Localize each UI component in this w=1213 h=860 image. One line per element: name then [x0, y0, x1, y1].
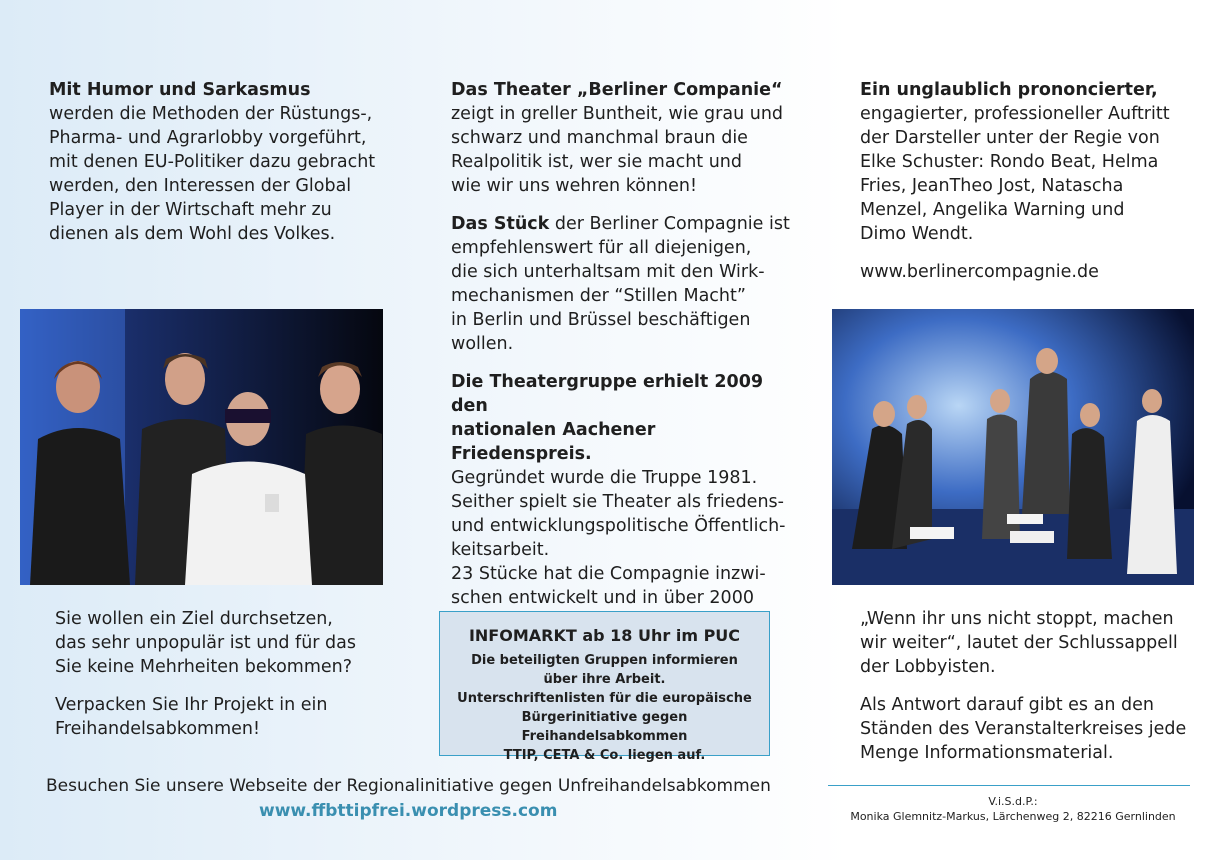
right-heading: Ein unglaublich prononcierter, — [860, 80, 1158, 100]
left-column — [49, 78, 389, 246]
right-column — [860, 78, 1200, 298]
left-answer: Verpacken Sie Ihr Projekt in ein Freihandelsabkommen! — [55, 695, 328, 739]
infomarkt-box — [439, 611, 770, 763]
middle-column — [451, 78, 791, 648]
footer-url[interactable]: www.ffbttipfrei.wordpress.com — [259, 801, 558, 821]
right-bottom — [860, 607, 1200, 779]
footer-visit: Besuchen Sie unsere Webseite der Regionalinitiative gegen Unfreihandelsabkommen — [46, 776, 771, 796]
infomarkt-body: Die beteiligten Gruppen informieren über ihre Arbeit. Unterschriftenlisten für die europäische Bürgerinitiative gegen Freihandelsabkommen TTIP, CETA & Co. liegen auf. — [457, 653, 752, 763]
theater-photo-blindfold — [20, 309, 383, 585]
middle-p2-first: der Berliner Compagnie ist — [549, 214, 790, 234]
middle-p2-text: empfehlenswert für all diejenigen, die sich unterhaltsam mit den Wirk- mechanismen der “Stillen Macht” in Berlin und Brüssel beschäftigen wollen. — [451, 238, 765, 354]
right-text: engagierter, professioneller Auftritt der Darsteller unter der Regie von Elke Schuster: Rondo Beat, Helma Fries, JeanTheo Jost, Natascha Menzel, Angelika Warning und Dimo Wendt. — [860, 104, 1170, 244]
left-heading: Mit Humor und Sarkasmus — [49, 80, 311, 100]
middle-p3-text: Gegründet wurde die Truppe 1981. Seither spielt sie Theater als friedens- und entwicklungspolitische Öffentlich- keitsarbeit. 23 Stücke hat die Compagnie inzwi- schen entwickelt und in über 2000 — [451, 468, 786, 608]
left-question: Sie wollen ein Ziel durchsetzen, das sehr unpopulär ist und für das Sie keine Mehrheiten bekommen? — [55, 609, 357, 677]
footer-divider — [828, 785, 1190, 786]
theater-photo-stage — [832, 309, 1194, 585]
middle-p1-heading: Das Theater „Berliner Companie“ — [451, 80, 783, 100]
imprint: V.i.S.d.P.: Monika Glemnitz-Markus, Lärchenweg 2, 82216 Gernlinden — [850, 795, 1176, 823]
middle-p1-text: zeigt in greller Buntheit, wie grau und schwarz und manchmal braun die Realpolitik ist, wer sie macht und wie wir uns wehren können! — [451, 104, 784, 196]
left-text: werden die Methoden der Rüstungs-, Pharma- und Agrarlobby vorgeführt, mit denen EU-Politiker dazu gebracht werden, den Interessen der Global Player in der Wirtschaft mehr zu dienen als dem Wohl des Volkes. — [49, 104, 376, 244]
right-website[interactable]: www.berlinercompagnie.de — [860, 262, 1099, 282]
right-quote: „Wenn ihr uns nicht stoppt, machen wir weiter“, lautet der Schlussappell der Lobbyisten. — [860, 609, 1178, 677]
middle-p3-heading: Die Theatergruppe erhielt 2009 den nationalen Aachener Friedenspreis. — [451, 372, 764, 464]
left-bottom — [55, 607, 395, 755]
right-answer: Als Antwort darauf gibt es an den Ständen des Veranstalterkreises jede Menge Informationsmaterial. — [860, 695, 1187, 763]
middle-p2-heading: Das Stück — [451, 214, 550, 234]
infomarkt-title: INFOMARKT ab 18 Uhr im PUC — [468, 626, 741, 645]
